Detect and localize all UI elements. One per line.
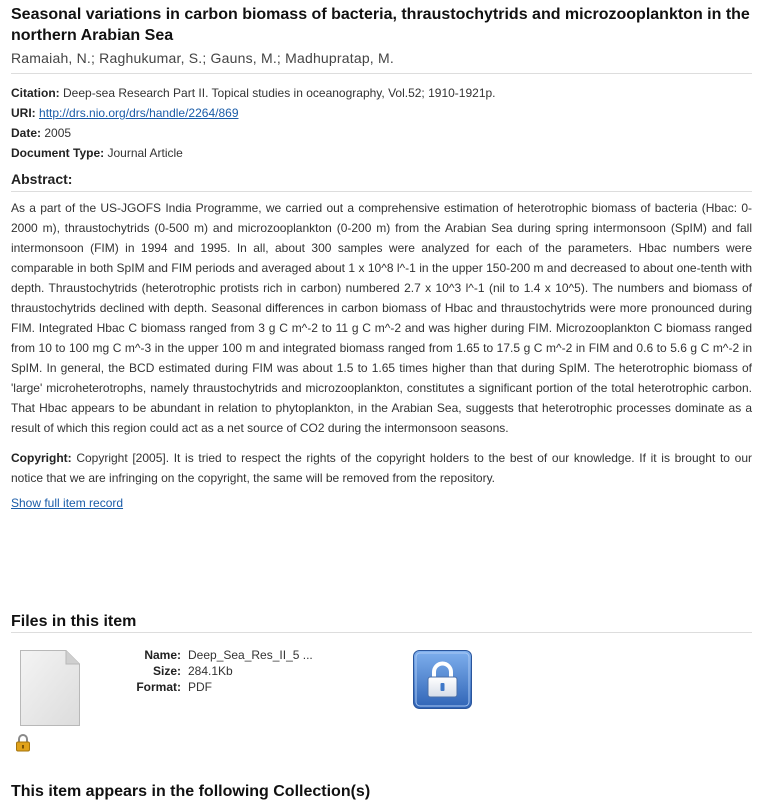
copyright-text: Copyright [2005]. It is tried to respect the rights of the copyright holders to the best of our knowledge. If it is brought to our notice that we are infringing on the copyright, the same will be removed from the repository. — [11, 451, 752, 485]
padlock-icon[interactable] — [413, 650, 472, 709]
doctype-field — [11, 143, 752, 163]
doctype-label: Document Type: — [11, 146, 105, 160]
citation-label: Citation: — [11, 86, 60, 100]
title-separator — [11, 73, 752, 74]
files-section-header — [11, 612, 752, 633]
uri-label: URI: — [11, 106, 36, 120]
file-format-row — [120, 679, 313, 695]
abstract-heading: Abstract: — [11, 171, 73, 187]
file-details — [120, 647, 313, 695]
file-name-value[interactable]: Deep_Sea_Res_II_5 ... — [188, 648, 313, 662]
date-label: Date: — [11, 126, 42, 140]
item-title: Seasonal variations in carbon biomass of bacteria, thraustochytrids and microzooplankton in the northern Arabian Sea — [11, 6, 750, 44]
file-name-row — [120, 647, 313, 663]
restricted-lock-icon — [15, 734, 31, 752]
file-format-label: Format: — [136, 680, 181, 694]
file-size-row — [120, 663, 313, 679]
collections-heading: This item appears in the following Collection(s) — [11, 783, 371, 800]
citation-value: Deep-sea Research Part II. Topical studies in oceanography, Vol.52; 1910-1921p. — [63, 86, 496, 100]
file-size-value: 284.1Kb — [188, 664, 233, 678]
collections-section-header — [11, 782, 752, 802]
abstract-text: As a part of the US-JGOFS India Programme, we carried out a comprehensive estimation of heterotrophic biomass of bacteria (Hbac: 0-2000 m), thraustochytrids (0-500 m) and microzooplankton (0-200 m) from the Arabian Sea during spring intermonsoon (SpIM) and fall intermonsoon (FIM) in 1994 and 1995. In all, about 300 samples were analyzed for each of the parameters. Hbac numbers were comparable in both SpIM and FIM periods and averaged about 1 x 10^8 l^-1 in the upper 150-200 m and decreased to about one-tenth with depth. Thraustochytrids (heterotrophic protists rich in carbon) numbered 2.7 x 10^3 l^-1 (nil to 1.4 x 10^5). The numbers and biomass of thraustochytrids declined with depth. Seasonal differences in carbon biomass of Hbac and thraustochytrids were more pronounced during FIM. Integrated Hbac C biomass ranged from 3 g C m^-2 to 11 g C m^-2 and was higher during FIM. Microzooplankton C biomass ranged from 10 to 100 mg C m^-3 in the upper 100 m and integrated biomass ranged from 1.65 to 17.5 g C m^-2 in FIM and 0.6 to 5.6 g C m^-2 in SpIM. In general, the BCD estimated during FIM was about 1.5 to 1.65 times higher than that during SpIM. The heterotrophic biomass of 'large' microheterotrophs, namely thraustochytrids and microzooplankton, constitutes a significant portion of the total heterotrophic carbon. That Hbac appears to be abundant in relation to phytoplankton, in the Arabian Sea, suggests that heterotrophic processes dominate as a result of which this region could act as a net source of CO2 during the intermonsoon seasons. — [11, 201, 752, 435]
uri-link[interactable]: http://drs.nio.org/drs/handle/2264/869 — [39, 106, 239, 120]
file-name-label: Name: — [144, 648, 181, 662]
copyright-field — [11, 448, 752, 488]
files-separator — [11, 632, 752, 633]
file-format-value: PDF — [188, 680, 212, 694]
uri-field — [11, 103, 752, 123]
file-thumbnail-icon[interactable] — [20, 650, 80, 726]
doctype-value: Journal Article — [107, 146, 183, 160]
files-heading: Files in this item — [11, 613, 137, 630]
item-authors: Ramaiah, N.; Raghukumar, S.; Gauns, M.; Madhupratap, M. — [11, 50, 394, 66]
abstract-separator — [11, 191, 752, 192]
show-full-record-link[interactable]: Show full item record — [11, 496, 124, 510]
copyright-label: Copyright: — [11, 451, 72, 465]
item-view — [11, 4, 752, 510]
citation-field — [11, 83, 752, 103]
file-size-label: Size: — [152, 664, 181, 678]
date-value: 2005 — [44, 126, 72, 140]
date-field — [11, 123, 752, 143]
